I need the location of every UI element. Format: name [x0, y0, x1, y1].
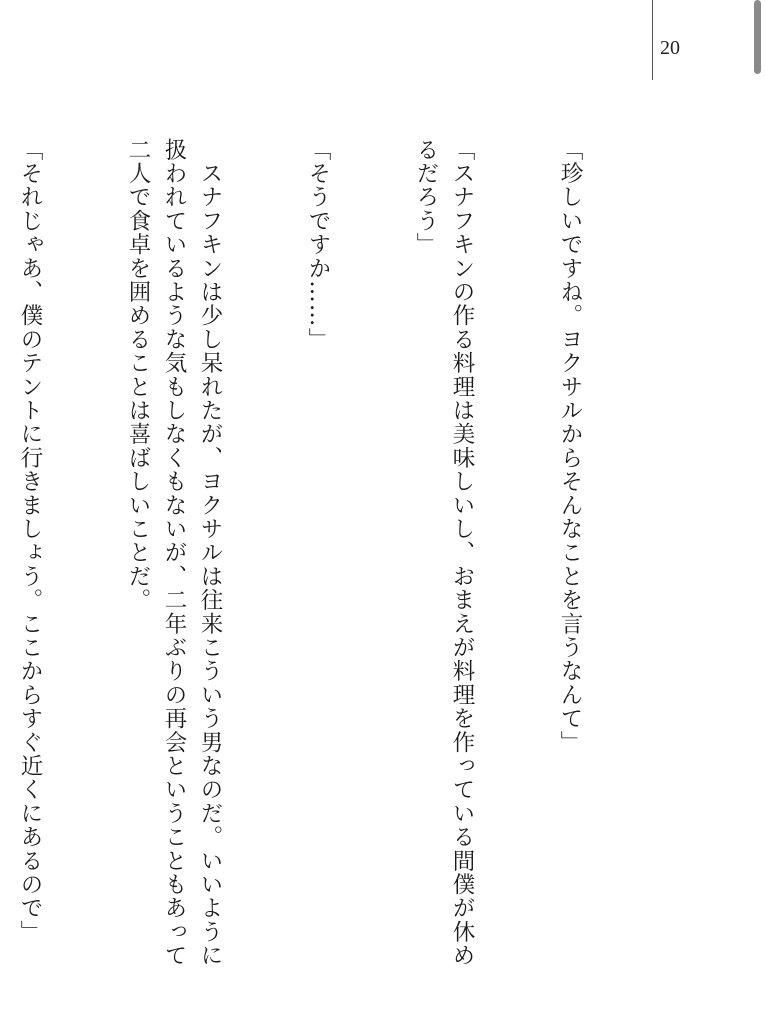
paragraph-dialogue-1: 「珍しいですね。ヨクサルからそんなことを言うなんて」	[557, 138, 583, 755]
paragraph-narration-1: スナフキンは少し呆れたが、ヨクサルは往来こういう男なのだ。いいように扱われているような気もしなくもないが、二年ぶりの再会ということもあって二人で食卓を囲めることは喜ばしいことだ。	[125, 138, 223, 968]
page-number: 20	[660, 37, 680, 59]
paragraph-dialogue-3: 「そうですか……」	[305, 138, 331, 352]
novel-text	[17, 138, 660, 968]
paragraph-dialogue-4: 「それじゃあ、僕のテントに行きましょう。ここからすぐ近くにあるので」	[17, 138, 43, 944]
paragraph-dialogue-2: 「スナフキンの作る料理は美味しいし、おまえが料理を作っている間僕が休めるだろう」	[413, 138, 475, 968]
scrollbar-thumb[interactable]	[754, 0, 761, 74]
header-divider	[652, 0, 653, 80]
